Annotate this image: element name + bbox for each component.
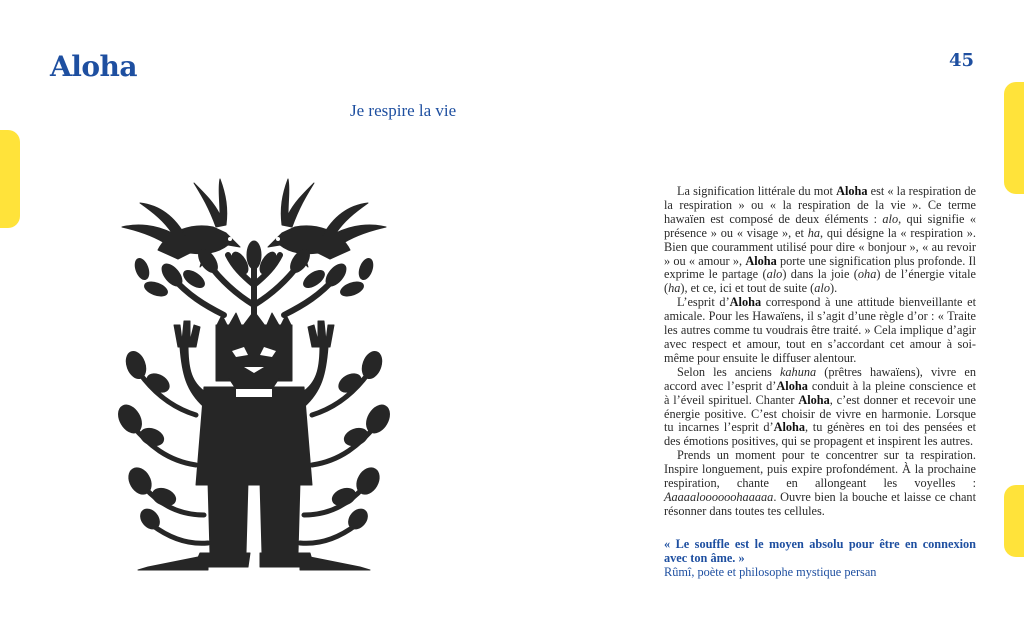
page-number: 45 xyxy=(948,50,974,71)
right-thumb-tab-bottom xyxy=(1004,485,1024,557)
page-subtitle: Je respire la vie xyxy=(350,101,457,120)
page-title: Aloha xyxy=(50,50,138,83)
quote-text: « Le souffle est le moyen absolu pour être en connexion avec ton âme. » xyxy=(664,536,976,565)
papercut-figure-with-birds-illustration xyxy=(108,175,400,580)
right-thumb-tab-top xyxy=(1004,82,1024,194)
pull-quote xyxy=(664,538,976,580)
paragraph-3: Selon les anciens kahuna (prêtres hawaïens), vivre en accord avec l’esprit d’Aloha conduit à la pleine conscience et à l’éveil spirituel. Chanter Aloha, c’est donner et recevoir une énergie positive. C’est choisir de vivre en harmonie. Lorsque tu incarnes l’esprit d’Aloha, tu génères en toi des pensées et des émotions positives, qui se propagent et inspirent les autres. xyxy=(664,364,977,449)
paragraph-1: La signification littérale du mot Aloha est « la respiration de la respiration » ou « la respiration de la vie ». Ce terme hawaïen est composé de deux éléments : alo, qui signifie « présence » ou « visage », et ha, qui désigne la « respiration ». Bien que couramment utilisé pour dire « bonjour », « au revoir » ou « amour », Aloha porte une signification plus profonde. Il exprime le partage (alo) dans la joie (oha) de l’énergie vitale (ha), et ce, ici et tout de suite (alo). xyxy=(664,184,977,296)
body-text xyxy=(664,185,976,579)
paragraph-4: Prends un moment pour te concentrer sur ta respiration. Inspire longuement, puis expire profondément. À la prochaine respiration, chante en allongeant les voyelles : Aaaaaloooooohaaaaa. Ouvre bien la bouche et laisse ce chant résonner dans toutes tes cellules. xyxy=(664,448,976,518)
paragraph-2: L’esprit d’Aloha correspond à une attitude bienveillante et amicale. Pour les Hawaïens, il s’agit d’une règle d’or : « Traite les autres comme tu voudrais être traité. » Cela implique d’agir avec respect et amour, tout en s’accordant cet amour à soi-même pour ensuite le diffuser alentour. xyxy=(664,295,976,365)
bird-icon xyxy=(122,179,240,271)
quote-author: Rûmî, poète et philosophe mystique persan xyxy=(664,564,877,579)
left-thumb-tab xyxy=(0,130,20,228)
